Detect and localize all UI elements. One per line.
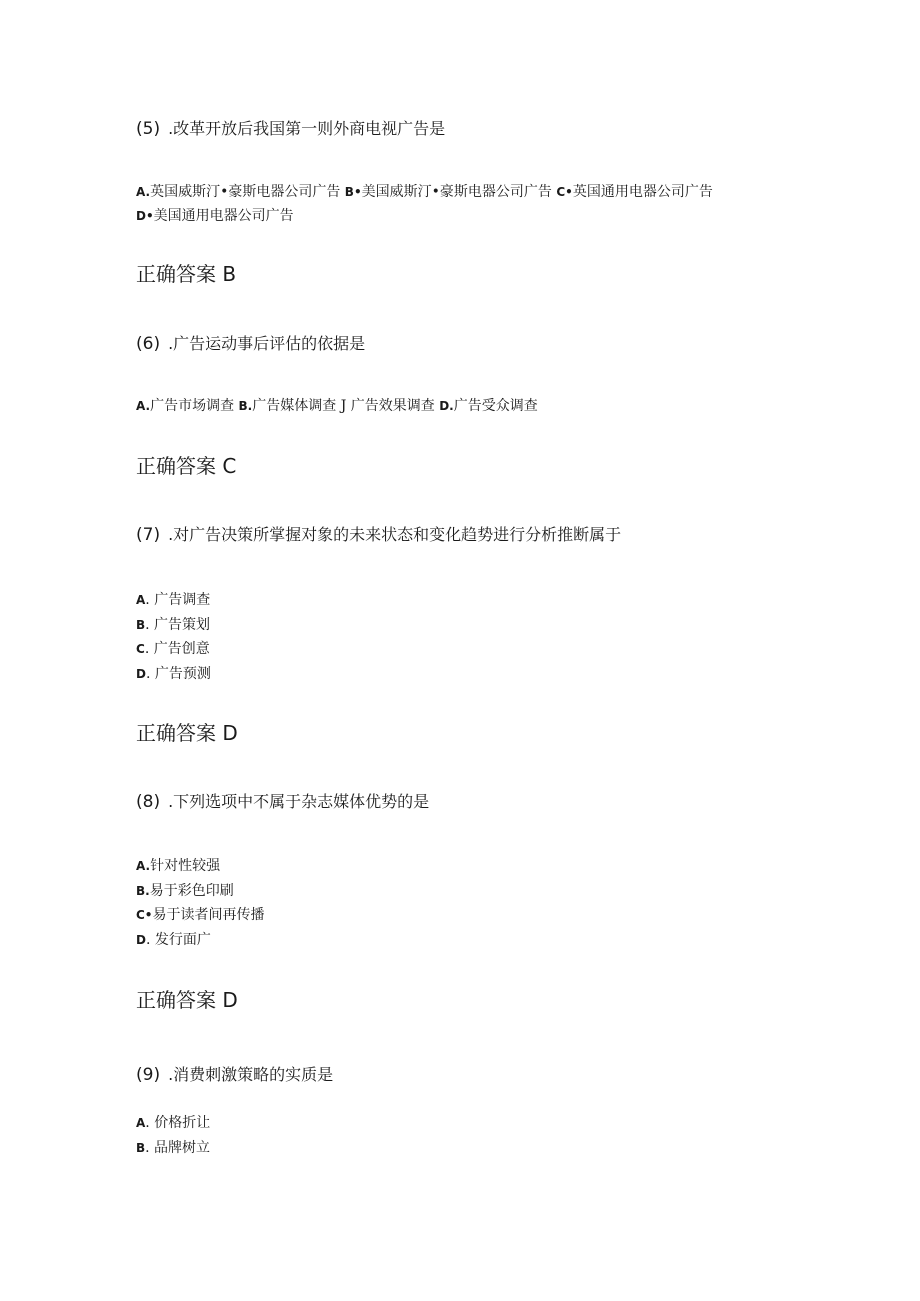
correct-answer: 正确答案 D: [136, 988, 238, 1012]
option-a: A.针对性较强: [136, 858, 221, 874]
correct-answer: 正确答案 C: [136, 454, 237, 478]
correct-answer: 正确答案 D: [136, 721, 238, 745]
option-c: J 广告效果调查: [340, 398, 440, 414]
option-b: B. 广告策划: [136, 616, 211, 633]
option-a: A. 广告调查: [136, 592, 211, 608]
option-d: D. 发行面广: [136, 931, 211, 948]
question-7: [136, 522, 621, 545]
question-number: (6): [136, 334, 161, 354]
option-d: D.广告受众调查: [439, 398, 538, 414]
question-6: [136, 331, 365, 354]
option-b: B. 品牌树立: [136, 1139, 211, 1156]
question-text: .消费刺激策略的实质是: [168, 1065, 334, 1084]
question-number: (5): [136, 119, 161, 139]
question-text: .下列选项中不属于杂志媒体优势的是: [168, 792, 430, 811]
option-c: C. 广告创意: [136, 641, 210, 658]
correct-answer: 正确答案 B: [136, 262, 237, 286]
question-number: (8): [136, 792, 161, 812]
option-c: C•易于读者间再传播: [136, 907, 265, 924]
question-9: [136, 1062, 333, 1085]
option-b: B•美国威斯汀•豪斯电器公司广告: [344, 184, 557, 200]
options-list: [136, 1111, 210, 1160]
option-d: D•美国通用电器公司广告: [136, 208, 294, 224]
question-text: .对广告决策所掌握对象的未来状态和变化趋势进行分析推断属于: [168, 525, 622, 544]
option-d: D. 广告预测: [136, 665, 211, 682]
option-a: A. 价格折让: [136, 1115, 211, 1131]
question-number: (9): [136, 1065, 161, 1085]
question-8: [136, 789, 429, 812]
options-list: [136, 854, 264, 952]
option-a: A.英国威斯汀•豪斯电器公司广告: [136, 184, 345, 200]
option-b: B.易于彩色印刷: [136, 882, 234, 899]
option-c: C•英国通用电器公司广告: [556, 184, 713, 200]
question-text: .广告运动事后评估的依据是: [168, 334, 366, 353]
options-list: [136, 588, 211, 686]
question-text: .改革开放后我国第一则外商电视广告是: [168, 119, 446, 138]
options-inline: [136, 180, 786, 228]
question-5: [136, 116, 445, 139]
option-b: B.广告媒体调查: [238, 398, 341, 414]
question-number: (7): [136, 525, 161, 545]
options-inline: [136, 394, 786, 418]
option-a: A.广告市场调查: [136, 398, 239, 414]
